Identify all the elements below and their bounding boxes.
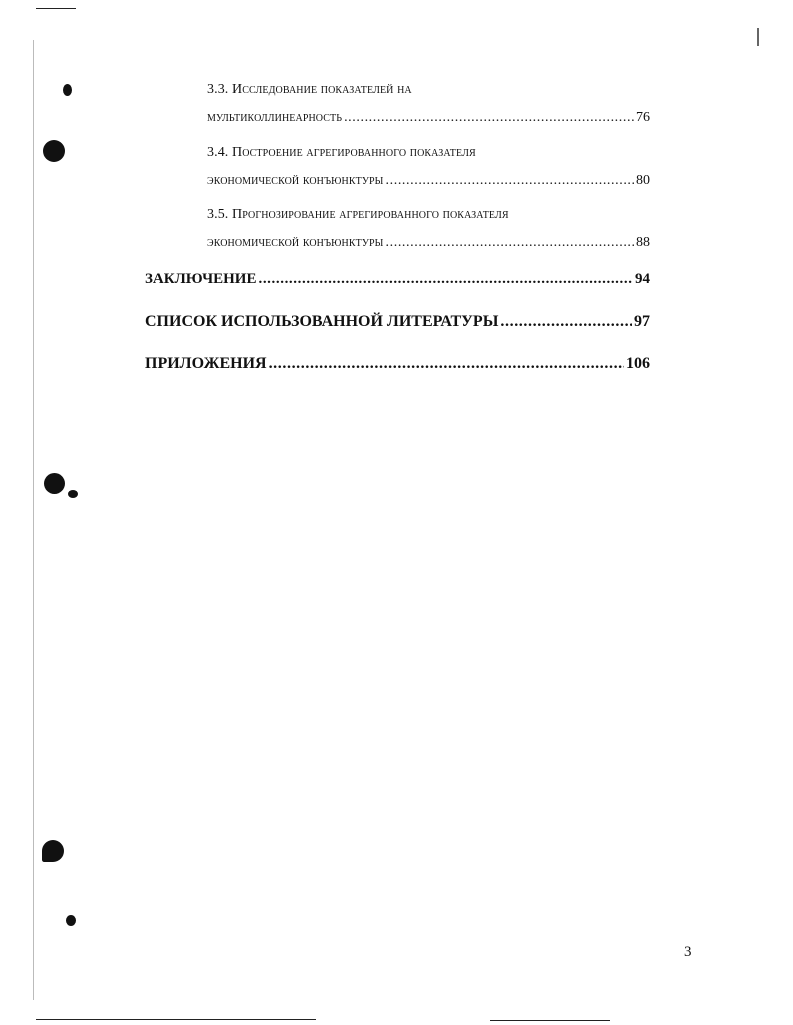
toc-item-3-4-line2 [207, 173, 650, 189]
toc-page-number: 88 [636, 235, 650, 250]
toc-entry-title: СПИСОК ИСПОЛЬЗОВАННОЙ ЛИТЕРАТУРЫ [145, 313, 499, 330]
toc-entry-title: ЗАКЛЮЧЕНИЕ [145, 271, 257, 287]
toc-conclusion [145, 271, 650, 288]
toc-item-3-3-line2 [207, 110, 650, 126]
toc-page-number: 97 [634, 313, 650, 330]
dot-leader [269, 355, 624, 373]
toc-item-3-4-line1 [207, 145, 650, 161]
toc-item-3-5-line1 [207, 207, 650, 223]
toc-item-3-5-line2 [207, 235, 650, 251]
page-number: 3 [684, 944, 692, 960]
toc-page-number: 76 [636, 110, 650, 125]
toc-page-number: 94 [635, 271, 650, 287]
toc-entry-title: ПРИЛОЖЕНИЯ [145, 355, 267, 372]
toc-references [145, 313, 650, 331]
dot-leader [500, 313, 632, 331]
toc-entry-title: мультиколлинеарность [207, 110, 343, 125]
dot-leader [386, 235, 634, 251]
dot-leader [386, 173, 634, 189]
toc-entry-title: экономической конъюнктуры [207, 173, 384, 188]
toc-page-number: 80 [636, 173, 650, 188]
toc-item-3-3-line1 [207, 82, 650, 98]
toc-entry-title: 3.5. Прогнозирование агрегированного показателя [207, 207, 509, 222]
dot-leader [258, 271, 633, 288]
dot-leader [344, 110, 634, 126]
toc-entry-title: 3.4. Построение агрегированного показателя [207, 145, 476, 160]
toc-appendices [145, 355, 650, 373]
toc-entry-title: 3.3. Исследование показателей на [207, 82, 412, 97]
toc-entry-title: экономической конъюнктуры [207, 235, 384, 250]
toc-page-number: 106 [626, 355, 650, 372]
